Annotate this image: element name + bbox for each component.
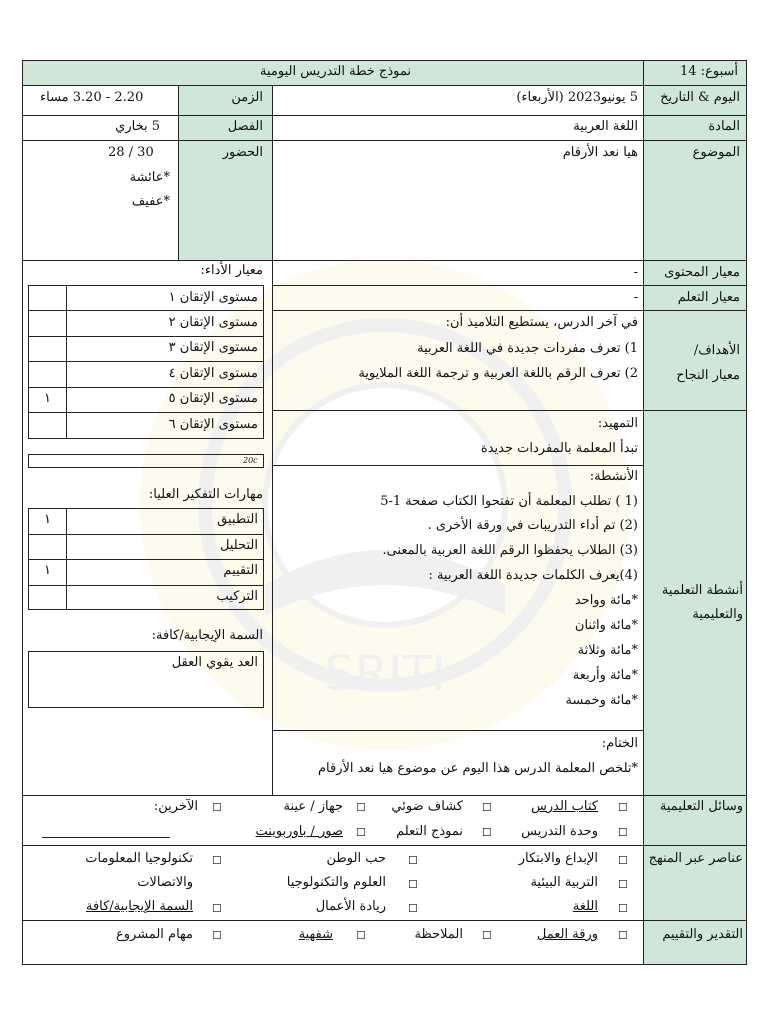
performance-level: مستوى الإتقان ٦ [168, 417, 258, 432]
thinking-skill: التركيب [216, 589, 258, 604]
checkbox-icon[interactable]: ☐ [212, 801, 222, 814]
activities-title: الأنشطة: [589, 469, 638, 484]
absent-student: *عفيف [131, 194, 170, 209]
objective-item: 2) تعرف الرقم باللغة العربية و ترجمة اللغة الملايوية [358, 366, 638, 381]
aid-item: كتاب الدرس [531, 799, 598, 814]
checkbox-icon[interactable]: ☐ [356, 826, 366, 839]
cross-item: تكنولوجيا المعلومات [85, 851, 193, 866]
performance-level: مستوى الإتقان ١ [168, 290, 258, 305]
checkbox-icon[interactable]: ☐ [618, 854, 628, 867]
svg-text:SRITI: SRITI [324, 646, 446, 702]
learning-standard-value: - [633, 290, 638, 305]
checkbox-icon[interactable]: ☐ [482, 826, 492, 839]
thinking-skill: التقييم [223, 563, 258, 578]
performance-level: مستوى الإتقان ٢ [168, 315, 258, 330]
performance-note: 20c [243, 456, 258, 465]
cross-item: ريادة الأعمال [315, 899, 386, 914]
absent-student: *عائشة [129, 170, 170, 185]
checkbox-icon[interactable]: ☐ [408, 902, 418, 915]
subject-label: المادة [708, 119, 740, 134]
performance-mark: ١ [44, 391, 51, 406]
checkbox-icon[interactable]: ☐ [482, 929, 492, 942]
activities-label: أنشطة التعلمية [661, 583, 743, 598]
checkbox-icon[interactable]: ☐ [408, 878, 418, 891]
thinking-mark: ١ [44, 563, 51, 578]
cross-item: اللغة [572, 899, 598, 914]
attendance-label: الحضور [222, 145, 263, 160]
performance-table [28, 285, 264, 439]
success-criteria-label: معيار النجاح [676, 368, 740, 383]
checkbox-icon[interactable]: ☐ [356, 801, 366, 814]
performance-label: معيار الأداء: [200, 263, 263, 278]
aid-item: الآخرين: [153, 799, 198, 814]
cross-item: حب الوطن [326, 851, 386, 866]
week-number: أسبوع: 14 [680, 64, 738, 79]
aid-item: جهاز / عينة [283, 799, 343, 814]
activity-item: (2) تم أداء التدريبات في ورقة الأخرى . [427, 518, 638, 533]
value-label: السمة الإيجابية/كافة: [151, 628, 263, 643]
checkbox-icon[interactable]: ☐ [212, 929, 222, 942]
thinking-mark: ١ [44, 512, 51, 527]
topic-label: الموضوع [692, 145, 740, 160]
content-standard-label: معيار المحتوى [664, 265, 740, 280]
checkbox-icon[interactable]: ☐ [618, 902, 628, 915]
time-value: 2.20 - 3.20 مساء [40, 90, 144, 105]
checkbox-icon[interactable]: ☐ [482, 801, 492, 814]
activity-item: (3) الطلاب يحفظوا الرقم اللغة العربية بالمعنى. [382, 543, 638, 558]
thinking-skill: التحليل [220, 538, 258, 553]
time-label: الزمن [231, 90, 263, 105]
activity-item: *مائة وواحد [574, 593, 638, 608]
activity-item: *مائة وخمسة [565, 693, 638, 708]
topic-value: هيا نعد الأرقام [562, 145, 638, 160]
attendance-value: 28 / 30 [108, 145, 154, 160]
objective-item: 1) تعرف مفردات جديدة في اللغة العربية [417, 341, 638, 356]
closing-title: الختام: [601, 736, 638, 751]
performance-level: مستوى الإتقان ٣ [168, 340, 258, 355]
performance-level: مستوى الإتقان ٤ [168, 366, 258, 381]
objectives-label: الأهداف/ [693, 343, 740, 358]
objectives-intro: في آخر الدرس، يستطيع التلاميذ أن: [445, 315, 638, 330]
cross-item: التربية البيئية [530, 875, 598, 890]
activity-item: (1 ) تطلب المعلمة أن تفتحوا الكتاب صفحة 1-5 [380, 494, 638, 509]
value-text: العد يقوي العقل [171, 655, 258, 670]
checkbox-icon[interactable]: ☐ [356, 929, 366, 942]
cross-item: الإبداع والابتكار [518, 851, 598, 866]
class-value: 5 بخاري [115, 119, 160, 134]
cross-item: السمة الإيجابية/كافة [85, 899, 193, 914]
closing-text: *تلخص المعلمة الدرس هذا اليوم عن موضوع هيا نعد الأرقام [318, 761, 638, 776]
checkbox-icon[interactable]: ☐ [618, 878, 628, 891]
cross-item: والاتصالات [137, 875, 193, 890]
assessment-label: التقدير والتقييم [662, 927, 743, 942]
checkbox-icon[interactable]: ☐ [618, 929, 628, 942]
thinking-skill: التطبيق [217, 512, 258, 527]
thinking-label: مهارات التفكير العليا: [148, 487, 263, 502]
intro-title: التمهيد: [597, 416, 638, 431]
aid-item: وحدة التدريس [521, 824, 598, 839]
assessment-item: الملاحظة [414, 927, 463, 942]
page-title: نموذج خطة التدريس اليومية [260, 64, 411, 79]
aids-label: وسائل التعليمية [659, 799, 743, 814]
assessment-item: ورقة العمل [536, 927, 598, 942]
performance-level: مستوى الإتقان ٥ [168, 391, 258, 406]
activity-item: *مائة وثلاثة [577, 643, 638, 658]
cross-curricular-label: عناصر عبر المنهج [648, 851, 743, 866]
day-date-value: 5 يونيو2023 (الأربعاء) [516, 90, 638, 105]
day-date-label: اليوم & التاريخ [660, 90, 740, 105]
learning-standard-label: معيار التعلم [677, 290, 740, 305]
aid-item: صور / باوربوينت [255, 824, 343, 839]
activity-item: *مائة واثنان [574, 618, 638, 633]
checkbox-icon[interactable]: ☐ [212, 854, 222, 867]
checkbox-icon[interactable]: ☐ [212, 902, 222, 915]
class-label: الفصل [227, 119, 263, 134]
assessment-item: شفهية [298, 927, 333, 942]
cross-item: العلوم والتكنولوجيا [286, 875, 386, 890]
checkbox-icon[interactable]: ☐ [408, 854, 418, 867]
checkbox-icon[interactable]: ☐ [618, 801, 628, 814]
activity-item: (4)يعرف الكلمات جديدة اللغة العربية : [428, 568, 638, 583]
aid-item: كشاف ضوئي [391, 799, 463, 814]
subject-value: اللغة العربية [573, 119, 638, 134]
activities-label-2: والتعليمية [692, 607, 743, 622]
intro-text: تبدأ المعلمة بالمفردات جديدة [480, 441, 638, 456]
assessment-item: مهام المشروع [116, 927, 193, 942]
content-standard-value: - [633, 265, 638, 280]
aid-item: نموذج التعلم [396, 824, 463, 839]
activity-item: *مائة وأربعة [572, 668, 638, 683]
checkbox-icon[interactable]: ☐ [618, 826, 628, 839]
